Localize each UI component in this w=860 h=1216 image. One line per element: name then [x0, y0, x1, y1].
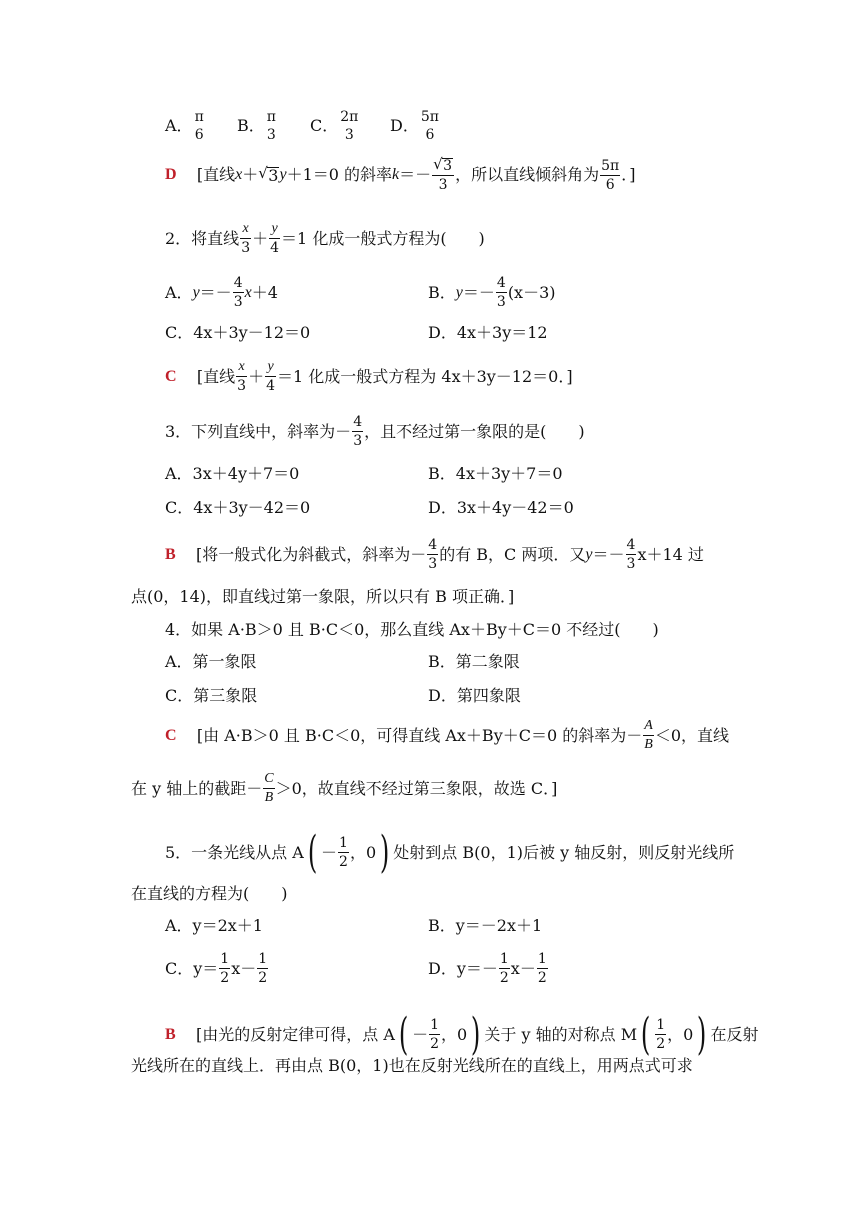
q3-option-a: A．3x＋4y＋7＝0	[165, 464, 300, 483]
q5-option-d: D．y＝－ $\frac{1}{2}$ x－ $\frac{1}{2}$	[428, 951, 547, 986]
q2-solution: C [直线 $\frac{x}{3}$ ＋ $\frac{y}{4}$ ＝1 化成一般式方程为 4x＋3y－12＝0．]	[165, 359, 573, 394]
left-paren-icon: (	[307, 827, 318, 878]
q5-option-b: B．y＝－2x＋1	[428, 916, 543, 935]
q4-stem: 4．如果 A·B＞0 且 B·C＜0，那么直线 Ax＋By＋C＝0 不经过( )	[165, 620, 659, 639]
q2-option-a: A．y＝－ $\frac{4}{3}$ x＋4	[165, 275, 278, 310]
q2-option-c: C．4x＋3y－12＝0	[165, 323, 311, 342]
q4-option-d: D．第四象限	[428, 686, 521, 705]
q4-option-b: B．第二象限	[428, 652, 520, 671]
right-paren-icon: )	[697, 1009, 707, 1060]
right-paren-icon: )	[379, 827, 390, 878]
q1-option-c: C． 2π 3	[310, 109, 359, 143]
q1-option-a: A． π 6	[165, 109, 204, 143]
answer-letter: B	[165, 545, 176, 563]
q5-solution-line2: 光线所在的直线上．再由点 B(0，1)也在反射光线所在的直线上，用两点式可求	[131, 1056, 693, 1075]
q4-solution-line2: 在 y 轴上的截距－ $\frac{C}{B}$ ＞0，故直线不经过第三象限，故选 C．]	[131, 771, 558, 805]
right-paren-icon: )	[471, 1009, 481, 1060]
q5-option-a: A．y＝2x＋1	[165, 916, 263, 935]
q5-stem-line2: 在直线的方程为( )	[131, 884, 288, 903]
q4-option-a: A．第一象限	[165, 652, 257, 671]
q3-option-b: B．4x＋3y＋7＝0	[428, 464, 563, 483]
q1-option-d: D． 5π 6	[390, 109, 439, 143]
answer-letter: C	[165, 367, 177, 385]
q4-solution: C [由 A·B＞0 且 B·C＜0，可得直线 Ax＋By＋C＝0 的斜率为－ $\frac{A}{B}$ ＜0，直线	[165, 718, 729, 752]
left-paren-icon: (	[640, 1009, 651, 1060]
q5-stem: 5．一条光线从点 A( － $\frac{1}{2}$ ，0) 处射到点 B(0，1)后被 y 轴反射，则反射光线所	[165, 827, 735, 878]
left-paren-icon: (	[398, 1009, 409, 1060]
q2-option-d: D．4x＋3y＝12	[428, 323, 548, 342]
q3-option-c: C．4x＋3y－42＝0	[165, 498, 311, 517]
q5-option-c: C．y＝ $\frac{1}{2}$ x－ $\frac{1}{2}$	[165, 951, 268, 986]
answer-letter: D	[165, 166, 177, 183]
q3-stem: 3．下列直线中，斜率为－ $\frac{4}{3}$ ，且不经过第一象限的是( )	[165, 414, 585, 449]
q3-solution-line2: 点(0，14)，即直线过第一象限，所以只有 B 项正确．]	[131, 587, 515, 606]
q2-option-b: B．y＝－ $\frac{4}{3}$ (x－3)	[428, 275, 556, 310]
q4-option-c: C．第三象限	[165, 686, 258, 705]
q3-solution: B [将一般式化为斜截式，斜率为－ $\frac{4}{3}$ 的有 B，C 两项．又y＝－ $\frac{4}{3}$ x＋14 过	[165, 537, 704, 572]
answer-letter: B	[165, 1025, 176, 1043]
q5-solution: B [由光的反射定律可得，点 A( － $\frac{1}{2}$ ，0) 关于 y 轴的对称点 M( $\frac{1}{2}$ ，0) 在反射	[165, 1009, 759, 1060]
answer-letter: C	[165, 726, 177, 744]
q1-solution: D [直线x＋√ 3y＋1＝0 的斜率k＝－ √ $\frac{3}{3}$ ，所以直线倾斜角为 $\frac{5\pi}{6}$ ．]	[165, 158, 635, 192]
q1-option-b: B． π 3	[237, 109, 276, 143]
q2-stem: 2．将直线 $\frac{x}{3}$ ＋ $\frac{y}{4}$ ＝1 化成一般式方程为( )	[165, 221, 485, 256]
q3-option-d: D．3x＋4y－42＝0	[428, 498, 574, 517]
